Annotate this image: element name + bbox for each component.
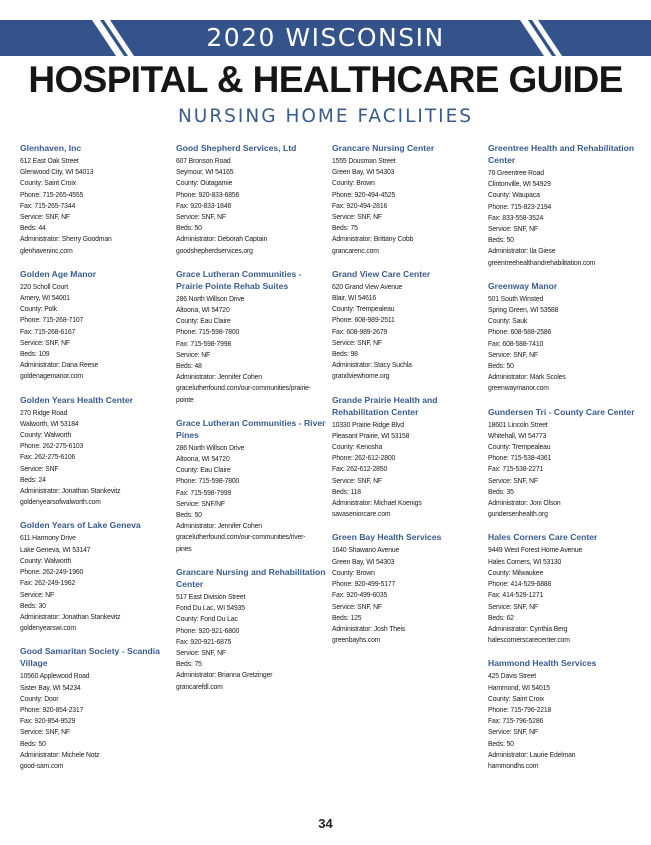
facility-detail-line: grancarefdl.com <box>176 681 223 691</box>
facility-detail-line: Fax: 920-833-1846 <box>176 200 232 210</box>
facility-detail-line: Service: SNF, NF <box>332 337 382 347</box>
facility-detail-line: County: Brown <box>332 567 375 577</box>
page-title: HOSPITAL & HEALTHCARE GUIDE <box>28 59 623 100</box>
facility-detail-line: Phone: 920-854-2317 <box>20 704 84 714</box>
facility-detail-line: gundersenhealth.org <box>488 509 548 519</box>
facility-listing <box>332 268 482 382</box>
facility-detail-line: Beds: 50 <box>488 235 514 245</box>
facility-detail-line: Altoona, WI 54720 <box>176 305 230 315</box>
facility-detail-line: Service: NF <box>20 589 54 599</box>
facility-detail-line: Beds: 50 <box>176 510 202 520</box>
facility-detail-line: Administrator: Jennifer Cohen <box>176 372 262 382</box>
facility-detail-line: Walworth, WI 53184 <box>20 418 79 428</box>
facility-detail-line: Service: SNF, NF <box>332 601 382 611</box>
facility-detail-line: Administrator: Michael Koenigs <box>332 498 422 508</box>
facility-detail-line: County: Saint Croix <box>488 693 544 703</box>
facility-detail-line: Phone: 715-598-7800 <box>176 327 240 337</box>
facility-detail-line: Phone: 920-494-4525 <box>332 189 396 199</box>
facility-detail-line: Service: SNF <box>20 463 59 473</box>
facility-detail-line: goodshepherdservices.org <box>176 245 253 255</box>
facility-name: Golden Years of Lake Geneva <box>20 520 141 531</box>
facility-detail-line: goldenyearswi.com <box>20 623 76 633</box>
facility-detail-line: Administrator: Michele Notz <box>20 749 100 759</box>
facility-detail-line: County: Outagamie <box>176 178 233 188</box>
facility-detail-line: County: Brown <box>332 178 375 188</box>
facility-detail-line: 425 Davis Street <box>488 671 537 681</box>
facility-detail-line: Beds: 50 <box>488 361 514 371</box>
facility-listing <box>176 566 326 692</box>
facility-detail-line: Beds: 48 <box>176 361 202 371</box>
facility-detail-line: Administrator: Josh Theis <box>332 623 406 633</box>
facility-column-4 <box>488 142 638 783</box>
facility-detail-line: greenbayhs.com <box>332 635 381 645</box>
facility-name: Gundersen Tri - County Care Center <box>488 406 635 417</box>
facility-detail-line: Fax: 715-538-2271 <box>488 464 544 474</box>
facility-detail-line: Beds: 75 <box>176 659 202 669</box>
header-banner <box>0 20 651 56</box>
facility-detail-line: Administrator: Joni Olson <box>488 498 561 508</box>
facility-listing <box>332 142 482 256</box>
facility-name: Glenhaven, Inc <box>20 143 82 153</box>
facility-detail-line: 612 East Oak Street <box>20 156 79 165</box>
facility-detail-line: 220 Scholl Court <box>20 281 69 291</box>
facility-detail-line: 10560 Applewood Road <box>20 671 90 681</box>
facility-detail-line: Phone: 920-499-5177 <box>332 579 396 589</box>
facility-detail-line: 70 Greentree Road <box>488 168 544 177</box>
facility-detail-line: County: Kenosha <box>332 442 383 452</box>
facility-detail-line: County: Polk <box>20 304 57 314</box>
facility-name: Grancare Nursing and Rehabilitation Center <box>176 566 326 589</box>
facility-detail-line: Hales Corners, WI 53130 <box>488 556 562 566</box>
facility-detail-line: 611 Harmony Drive <box>20 533 76 543</box>
facility-detail-line: Fax: 608-588-7410 <box>488 338 544 348</box>
facility-detail-line: Service: SNF, NF <box>488 601 538 611</box>
facility-name: Grace Lutheran Communities - Prairie Pointe Rehab Suites <box>176 268 302 291</box>
section-title: NURSING HOME FACILITIES <box>177 106 474 127</box>
facility-detail-line: 18601 Lincoln Street <box>488 419 548 429</box>
facility-detail-line: Lake Geneva, WI 53147 <box>20 544 91 554</box>
facility-detail-line: County: Saint Croix <box>20 178 76 188</box>
facility-detail-line: Phone: 414-529-6888 <box>488 579 552 589</box>
facility-detail-line: County: Walworth <box>20 555 72 565</box>
facility-detail-line: Phone: 715-265-4555 <box>20 189 84 199</box>
facility-detail-line: Fax: 920-921-6875 <box>176 636 232 646</box>
facility-detail-line: 607 Bronson Road <box>176 156 231 165</box>
facility-detail-line: glenhaveninc.com <box>20 245 73 255</box>
facility-detail-line: Phone: 715-823-2194 <box>488 201 552 211</box>
facility-detail-line: Service: SNF, NF <box>488 727 538 737</box>
facility-name: Hales Corners Care Center <box>488 532 598 543</box>
facility-detail-line: Administrator: Sherry Goodman <box>20 234 112 244</box>
facility-detail-line: 270 Ridge Road <box>20 407 68 417</box>
facility-listing <box>488 531 638 645</box>
facility-detail-line: Phone: 715-268-7107 <box>20 315 84 325</box>
facility-listing <box>20 268 170 382</box>
facility-detail-line: Beds: 44 <box>20 223 46 233</box>
facility-detail-line: Service: SNF, NF <box>488 224 538 234</box>
facility-detail-line: Service: SNF, NF <box>332 475 382 485</box>
facility-detail-line: gracelutherfound.com/our-communities/prairie-pointe <box>176 383 311 404</box>
facility-detail-line: Phone: 262-275-6103 <box>20 441 84 451</box>
facility-detail-line: Service: SNF, NF <box>20 337 70 347</box>
facility-detail-line: County: Fond Du Lac <box>176 614 238 624</box>
facility-detail-line: Beds: 50 <box>488 738 514 748</box>
facility-detail-line: County: Milwaukee <box>488 567 544 577</box>
facility-detail-line: County: Door <box>20 693 59 703</box>
facility-detail-line: Fax: 262-249-1962 <box>20 578 76 588</box>
facility-detail-line: Service: SNF, NF <box>176 647 226 657</box>
facility-detail-line: grandviewhome.org <box>332 371 390 381</box>
facility-detail-line: Administrator: Jonathan Stankevitz <box>20 486 121 496</box>
facility-detail-line: Phone: 608-588-2586 <box>488 327 552 337</box>
facility-detail-line: Green Bay, WI 54303 <box>332 556 395 566</box>
facility-detail-line: Service: SNF, NF <box>20 212 70 222</box>
facility-listing <box>488 280 638 394</box>
facility-detail-line: savaseniorcare.com <box>332 509 391 519</box>
facility-listing <box>20 394 170 508</box>
facility-detail-line: County: Eau Claire <box>176 465 231 475</box>
facility-listing <box>488 406 638 520</box>
facility-listing <box>176 142 326 256</box>
facility-detail-line: Phone: 920-921-6800 <box>176 625 240 635</box>
facility-detail-line: goldenyearsofwalworth.com <box>20 497 101 507</box>
facility-detail-line: Altoona, WI 54720 <box>176 454 230 464</box>
facility-detail-line: Service: SNF, NF <box>488 349 538 359</box>
facility-detail-line: greenwaymanor.com <box>488 383 549 393</box>
facility-detail-line: Beds: 98 <box>332 349 358 359</box>
facility-column-3 <box>332 142 482 657</box>
facility-detail-line: Phone: 715-796-2218 <box>488 704 552 714</box>
facility-detail-line: Hammond, WI 54015 <box>488 682 550 692</box>
facility-detail-line: Green Bay, WI 54303 <box>332 167 395 177</box>
facility-detail-line: County: Sauk <box>488 316 528 326</box>
facility-name: Grande Prairie Health and Rehabilitation Center <box>332 394 438 417</box>
facility-detail-line: Seymour, WI 54165 <box>176 167 234 177</box>
facility-detail-line: Fax: 608-989-2679 <box>332 326 388 336</box>
facility-detail-line: Amery, WI 54001 <box>20 293 70 303</box>
facility-detail-line: Beds: 35 <box>488 486 514 496</box>
facility-column-2 <box>176 142 326 704</box>
facility-name: Hammond Health Services <box>488 658 597 669</box>
facility-detail-line: Phone: 920-833-6856 <box>176 189 240 199</box>
facility-detail-line: Fax: 715-598-7999 <box>176 487 232 497</box>
facility-detail-line: Glenwood City, WI 54013 <box>20 167 94 177</box>
facility-detail-line: Clintonville, WI 54929 <box>488 179 551 189</box>
facility-detail-line: 286 North Willson Drive <box>176 293 245 303</box>
facility-detail-line: Fond Du Lac, WI 54935 <box>176 603 245 613</box>
banner-title: 2020 WISCONSIN <box>206 23 445 52</box>
facility-detail-line: Beds: 62 <box>488 612 514 622</box>
facility-detail-line: Fax: 920-499-6035 <box>332 590 388 600</box>
facility-detail-line: Service: SNF, NF <box>176 212 226 222</box>
facility-detail-line: County: Waupaca <box>488 190 540 200</box>
facility-listing <box>20 645 170 771</box>
facility-detail-line: Administrator: Dana Reese <box>20 360 99 370</box>
facility-detail-line: Pleasant Prairie, WI 53158 <box>332 430 410 440</box>
facility-detail-line: Service: NF <box>176 349 210 359</box>
facility-detail-line: Administrator: Mark Scoles <box>488 372 566 382</box>
facility-detail-line: Administrator: Stacy Suchla <box>332 360 412 370</box>
facility-detail-line: County: Trempealeau <box>332 304 395 314</box>
facility-detail-line: goldenagemanor.com <box>20 371 83 381</box>
facility-detail-line: Fax: 715-268-6167 <box>20 326 76 336</box>
facility-detail-line: Beds: 118 <box>332 486 361 496</box>
facility-detail-line: Service: SNF, NF <box>332 212 382 222</box>
facility-detail-line: Service: SNF, NF <box>488 475 538 485</box>
facility-detail-line: Service: SNF/NF <box>176 498 225 508</box>
facility-detail-line: Phone: 608-989-2511 <box>332 315 395 325</box>
facility-detail-line: Administrator: Cynthia Berg <box>488 623 568 633</box>
facility-listing <box>488 657 638 771</box>
facility-detail-line: Phone: 262-249-1960 <box>20 567 84 577</box>
facility-detail-line: Phone: 715-538-4361 <box>488 453 552 463</box>
facility-detail-line: Fax: 715-796-5286 <box>488 716 544 726</box>
facility-detail-line: good-sam.com <box>20 760 64 770</box>
page-number: 34 <box>318 816 333 831</box>
facility-listing <box>332 531 482 645</box>
facility-detail-line: 1555 Dousman Street <box>332 156 396 165</box>
facility-name: Golden Years Health Center <box>20 394 134 405</box>
facility-name: Greentree Health and Rehabilitation Center <box>488 143 635 165</box>
facility-listing <box>176 417 326 554</box>
facility-detail-line: halescornerscarecenter.com <box>488 635 570 645</box>
facility-detail-line: Administrator: Jennifer Cohen <box>176 521 262 531</box>
facility-detail-line: Whitehall, WI 54773 <box>488 430 547 440</box>
facility-detail-line: Administrator: Ila Giese <box>488 246 556 256</box>
facility-detail-line: Administrator: Deborah Captain <box>176 234 268 244</box>
facility-detail-line: Administrator: Brianna Gretzinger <box>176 670 273 680</box>
facility-detail-line: Beds: 50 <box>176 223 202 233</box>
facility-detail-line: Beds: 75 <box>332 223 358 233</box>
facility-detail-line: greentreehealthandrehabilitation.com <box>488 257 596 267</box>
facility-detail-line: Sister Bay, WI 54234 <box>20 682 81 692</box>
facility-detail-line: Fax: 414-529-1271 <box>488 590 544 600</box>
facility-name: Grand View Care Center <box>332 268 431 279</box>
facility-detail-line: Phone: 262-612-2800 <box>332 453 396 463</box>
facility-detail-line: Fax: 262-275-6106 <box>20 452 76 462</box>
facility-name: Greenway Manor <box>488 280 558 291</box>
facility-name: Grancare Nursing Center <box>332 143 435 153</box>
facility-detail-line: Fax: 833-558-3524 <box>488 212 544 222</box>
facility-detail-line: 10330 Prairie Ridge Blvd <box>332 419 404 429</box>
facility-detail-line: 501 South Winsted <box>488 293 544 303</box>
facility-detail-line: 620 Grand View Avenue <box>332 281 403 291</box>
facility-detail-line: Beds: 50 <box>20 738 46 748</box>
facility-detail-line: Fax: 920-494-2816 <box>332 200 388 210</box>
facility-detail-line: 517 East Division Street <box>176 591 246 601</box>
facility-listing <box>20 519 170 633</box>
facility-detail-line: Fax: 920-854-9529 <box>20 716 76 726</box>
facility-detail-line: Fax: 715-598-7998 <box>176 338 232 348</box>
facility-detail-line: Fax: 262-612-2850 <box>332 464 388 474</box>
facility-detail-line: 286 North Willson Drive <box>176 442 245 452</box>
facility-listing <box>332 394 482 520</box>
facility-detail-line: Beds: 24 <box>20 474 46 484</box>
facility-detail-line: Service: SNF, NF <box>20 727 70 737</box>
facility-detail-line: gracelutherfound.com/our-communities/river-pines <box>176 532 306 553</box>
facility-detail-line: 1640 Shawano Avenue <box>332 545 400 555</box>
facility-listing <box>176 268 326 405</box>
facility-detail-line: Fax: 715-265-7344 <box>20 200 76 210</box>
facility-name: Good Samaritan Society - Scandia Village <box>20 646 160 669</box>
facility-detail-line: Blair, WI 54616 <box>332 293 377 303</box>
facility-column-1 <box>20 142 170 783</box>
facility-name: Green Bay Health Services <box>332 532 442 543</box>
facility-detail-line: Beds: 125 <box>332 612 362 622</box>
facility-detail-line: Administrator: Jonathan Stankevitz <box>20 611 121 621</box>
facility-detail-line: County: Trempealeau <box>488 442 551 452</box>
facility-detail-line: hammondhs.com <box>488 760 539 770</box>
facility-detail-line: Administrator: Brittany Cobb <box>332 234 414 244</box>
facility-name: Grace Lutheran Communities - River Pines <box>176 417 326 440</box>
facility-detail-line: Administrator: Laurie Edelman <box>488 749 576 759</box>
facility-listing <box>20 142 170 256</box>
facility-detail-line: 9449 West Forest Home Avenue <box>488 545 583 555</box>
facility-detail-line: Phone: 715-598-7800 <box>176 476 240 486</box>
facility-detail-line: Beds: 30 <box>20 600 46 610</box>
facility-columns <box>0 142 651 812</box>
facility-name: Golden Age Manor <box>20 268 97 279</box>
facility-detail-line: Spring Green, WI 53588 <box>488 305 559 315</box>
facility-detail-line: Beds: 109 <box>20 349 50 359</box>
facility-detail-line: County: Walworth <box>20 430 72 440</box>
facility-detail-line: County: Eau Claire <box>176 316 231 326</box>
facility-listing <box>488 142 638 268</box>
facility-detail-line: grancarenc.com <box>332 245 379 255</box>
facility-name: Good Shepherd Services, Ltd <box>176 143 297 153</box>
